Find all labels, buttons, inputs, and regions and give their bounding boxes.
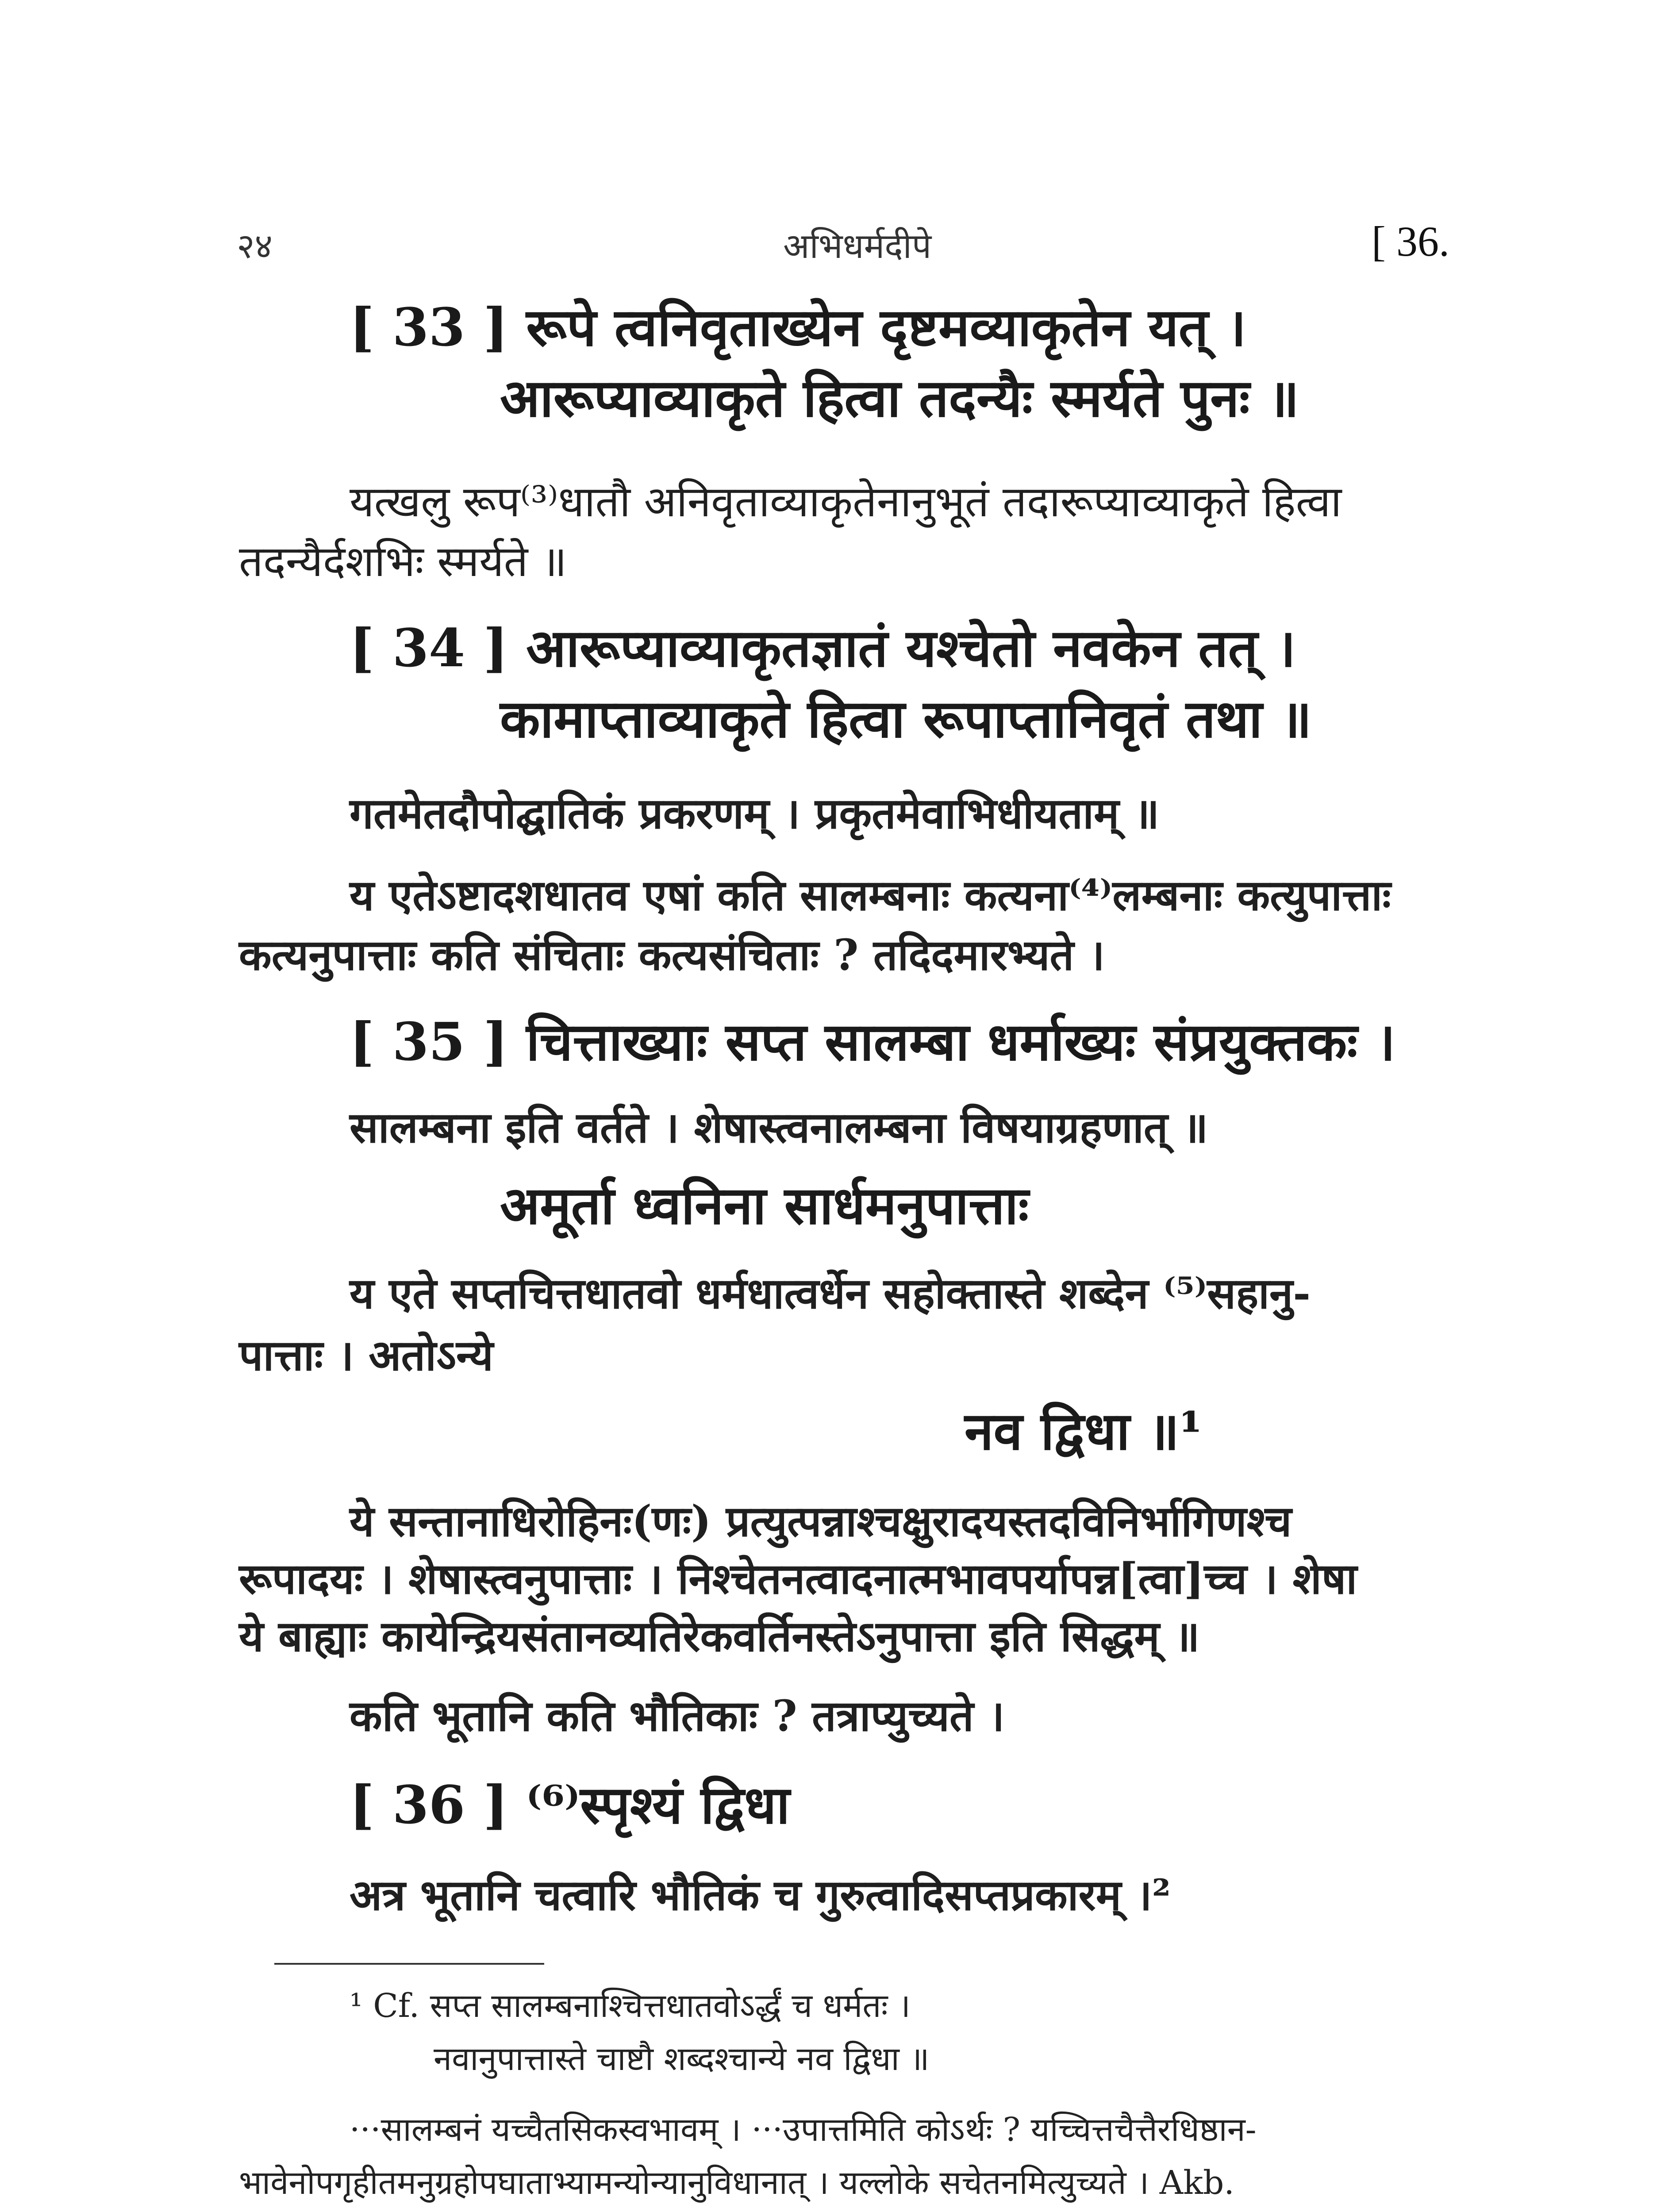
verse-34-line-1: [ 34 ] आरूप्याव्याकृतज्ञातं यश्चेतो नवकेन तत् । <box>350 617 1296 679</box>
commentary-3-line-2: कत्यनुपात्ताः कति संचिताः कत्यसंचिताः ? तदिदमारभ्यते । <box>239 930 1105 980</box>
verse-36: [ 36 ] ⁽⁶⁾स्पृश्यं द्विधा <box>350 1774 790 1836</box>
verse-33-line-2: आरूप्याव्याकृते हित्वा तदन्यैः स्मर्यते पुनः ॥ <box>500 367 1299 429</box>
commentary-2: गतमेतदौपोद्घातिकं प्रकरणम् । प्रकृतमेवाभिधीयताम् ॥ <box>350 788 1160 838</box>
commentary-1-line-2: तदन्यैर्दशभिः स्मर्यते ॥ <box>239 537 567 586</box>
commentary-3-line-1: य एतेऽष्टादशधातव एषां कति सालम्बनाः कत्यना⁽⁴⁾लम्बनाः कत्युपात्ताः <box>350 870 1391 920</box>
commentary-6-line-2: रूपादयः । शेषास्त्वनुपात्ताः । निश्चेतनत्वादनात्मभावपर्यापन्न[त्वा]च्च । शेषा <box>239 1554 1357 1604</box>
commentary-6-line-3: ये बाह्याः कायेन्द्रियसंतानव्यतिरेकवर्तिनस्तेऽनुपात्ता इति सिद्धम् ॥ <box>239 1611 1200 1661</box>
footnote-1-line-4: भावेनोपगृहीतमनुग्रहोपघाताभ्यामन्योन्यानुविधानात् । यल्लोके सचेतनमित्युच्यते । Akb. <box>239 2164 1234 2202</box>
footnote-1-line-2: नवानुपात्तास्ते चाष्टौ शब्दश्चान्ये नव द्विधा ॥ <box>434 2040 930 2078</box>
footnote-divider <box>274 1963 544 1965</box>
running-title: अभिधर्मदीपे <box>783 227 932 266</box>
commentary-5-line-1: य एते सप्तचित्तधातवो धर्मधात्वर्धेन सहोक्तास्ते शब्देन ⁽⁵⁾सहानु- <box>350 1268 1311 1318</box>
page-number: २४ <box>237 227 273 266</box>
commentary-5-line-2: पात्ताः । अतोऽन्ये <box>239 1330 493 1380</box>
commentary-7: कति भूतानि कति भौतिकाः ? तत्राप्युच्यते । <box>350 1691 1005 1741</box>
verse-35-b: अमूर्ता ध्वनिना सार्धमनुपात्ताः <box>500 1175 1029 1236</box>
verse-34-line-2: कामाप्ताव्याकृते हित्वा रूपाप्तानिवृतं तथा ॥ <box>500 688 1312 749</box>
footnote-1-line-1: ¹ Cf. सप्त सालम्बनाश्चित्तधातवोऽर्द्धं च धर्मतः । <box>350 1987 911 2025</box>
commentary-8: अत्र भूतानि चत्वारि भौतिकं च गुरुत्वादिसप्तप्रकारम् ।² <box>350 1870 1171 1920</box>
footnote-1-line-3: ···सालम्बनं यच्चैतसिकस्वभावम् । ···उपात्तमिति कोऽर्थः ? यच्चित्तचैत्तैरधिष्ठान- <box>350 2111 1257 2149</box>
verse-35: [ 35 ] चित्ताख्याः सप्त सालम्बा धर्माख्यः संप्रयुक्तकः । <box>350 1011 1396 1072</box>
commentary-1-line-1: यत्खलु रूप⁽³⁾धातौ अनिवृताव्याकृतेनानुभूतं तदारूप्याव्याकृते हित्वा <box>350 477 1342 526</box>
section-marker: [ 36. <box>1372 218 1449 265</box>
commentary-6-line-1: ये सन्तानाधिरोहिनः(णः) प्रत्युत्पन्नाश्चक्षुरादयस्तदविनिर्भागिणश्च <box>350 1496 1292 1546</box>
verse-33-line-1: [ 33 ] रूपे त्वनिवृताख्येन दृष्टमव्याकृतेन यत् । <box>350 296 1246 358</box>
commentary-4: सालम्बना इति वर्तते । शेषास्त्वनालम्बना विषयाग्रहणात् ॥ <box>350 1102 1208 1152</box>
verse-35-c: नव द्विधा ॥¹ <box>965 1400 1203 1462</box>
